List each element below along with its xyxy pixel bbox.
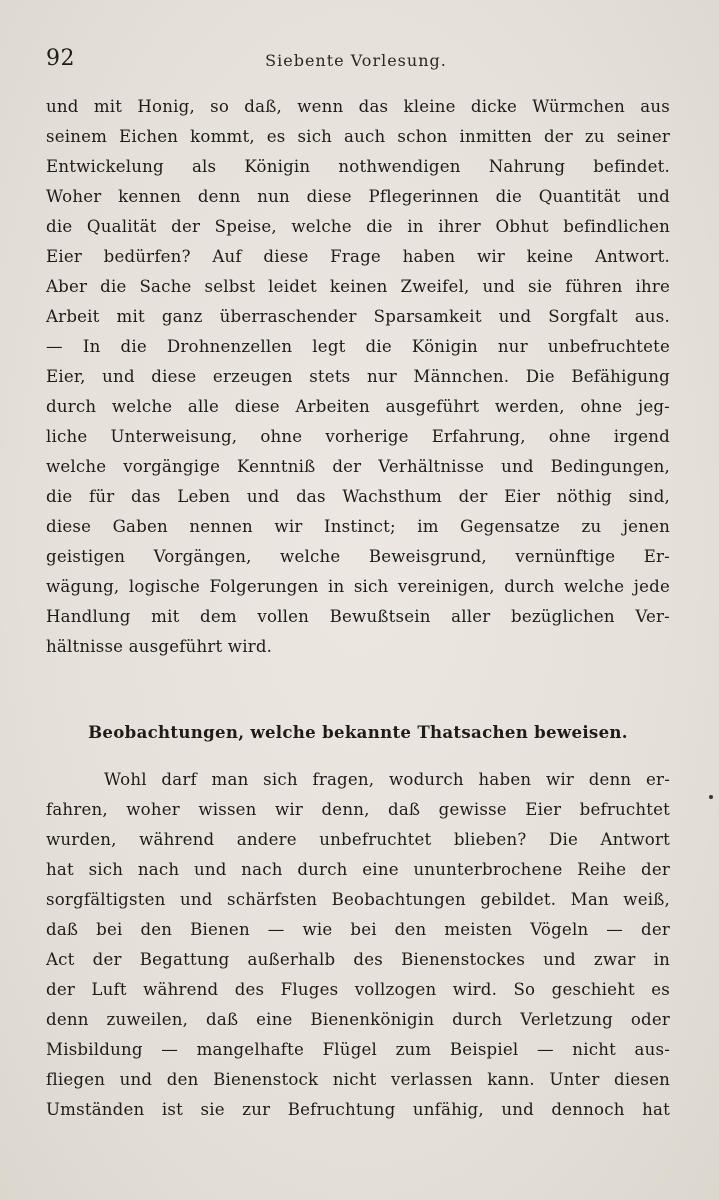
text-line: die für das Leben und das Wachsthum der Eier nöthig sind,	[46, 487, 670, 506]
text-line: Entwickelung als Königin nothwendigen Nahrung befindet.	[46, 157, 670, 176]
page-header	[46, 44, 666, 74]
text-line: Arbeit mit ganz überraschender Sparsamkeit und Sorgfalt aus.	[46, 307, 670, 326]
text-line: — In die Drohnenzellen legt die Königin nur unbefruchtete	[46, 337, 670, 356]
text-line: die Qualität der Speise, welche die in ihrer Obhut befindlichen	[46, 217, 670, 236]
text-line: fliegen und den Bienenstock nicht verlassen kann. Unter diesen	[46, 1070, 670, 1089]
text-line: Eier, und diese erzeugen stets nur Männchen. Die Befähigung	[46, 367, 670, 386]
text-line: Act der Begattung außerhalb des Bienenstockes und zwar in	[46, 950, 670, 969]
text-line: seinem Eichen kommt, es sich auch schon inmitten der zu seiner	[46, 127, 670, 146]
text-line: wägung, logische Folgerungen in sich vereinigen, durch welche jede	[46, 577, 670, 596]
text-line: hat sich nach und nach durch eine ununterbrochene Reihe der	[46, 860, 670, 879]
text-line: der Luft während des Fluges vollzogen wird. So geschieht es	[46, 980, 670, 999]
text-line: geistigen Vorgängen, welche Beweisgrund, vernünftige Er-	[46, 547, 670, 566]
text-line: fahren, woher wissen wir denn, daß gewisse Eier befruchtet	[46, 800, 670, 819]
text-line: sorgfältigsten und schärfsten Beobachtungen gebildet. Man weiß,	[46, 890, 670, 909]
text-line: hältnisse ausgeführt wird.	[46, 637, 273, 656]
section-heading: Beobachtungen, welche bekannte Thatsachen beweisen.	[88, 722, 628, 742]
text-line: durch welche alle diese Arbeiten ausgeführt werden, ohne jeg-	[46, 397, 670, 416]
text-line: Woher kennen denn nun diese Pflegerinnen die Quantität und	[46, 187, 670, 206]
text-line: denn zuweilen, daß eine Bienenkönigin durch Verletzung oder	[46, 1010, 670, 1029]
text-line: Handlung mit dem vollen Bewußtsein aller bezüglichen Ver-	[46, 607, 670, 626]
running-title: Siebente Vorlesung.	[265, 51, 447, 70]
text-line: wurden, während andere unbefruchtet blieben? Die Antwort	[46, 830, 670, 849]
paragraph-1	[46, 92, 670, 662]
text-line: liche Unterweisung, ohne vorherige Erfahrung, ohne irgend	[46, 427, 670, 446]
paper-speck	[709, 795, 713, 799]
text-line: Misbildung — mangelhafte Flügel zum Beispiel — nicht aus-	[46, 1040, 670, 1059]
page-number: 92	[46, 46, 75, 71]
text-line: Aber die Sache selbst leidet keinen Zweifel, und sie führen ihre	[46, 277, 670, 296]
text-line: welche vorgängige Kenntniß der Verhältnisse und Bedingungen,	[46, 457, 670, 476]
text-line: Wohl darf man sich fragen, wodurch haben wir denn er-	[104, 770, 670, 789]
text-line: Eier bedürfen? Auf diese Frage haben wir keine Antwort.	[46, 247, 670, 266]
paragraph-2	[46, 765, 670, 1125]
text-line: daß bei den Bienen — wie bei den meisten Vögeln — der	[46, 920, 670, 939]
text-line: Umständen ist sie zur Befruchtung unfähig, und dennoch hat	[46, 1100, 670, 1119]
text-line: und mit Honig, so daß, wenn das kleine dicke Würmchen aus	[46, 97, 670, 116]
text-line: diese Gaben nennen wir Instinct; im Gegensatze zu jenen	[46, 517, 670, 536]
